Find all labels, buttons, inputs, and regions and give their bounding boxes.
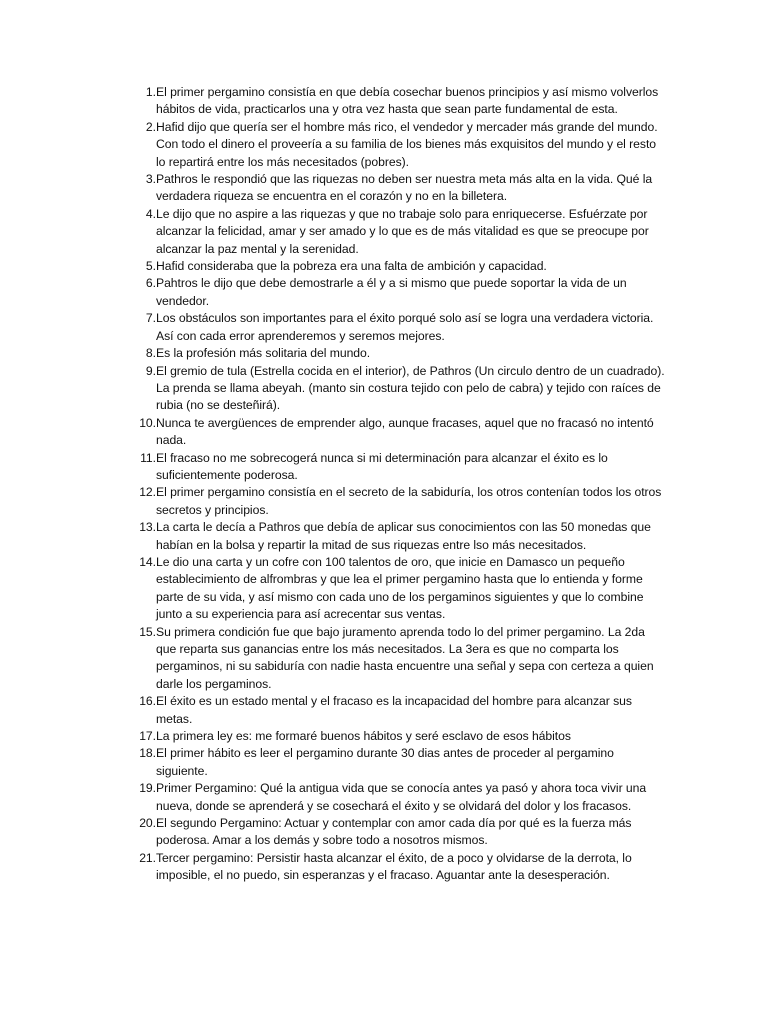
item-number: 7.: [145, 311, 156, 326]
item-number: 15.: [139, 624, 156, 639]
item-number: 3.: [145, 172, 156, 187]
item-text: Le dio una carta y un cofre con 100 talentos de oro, que inicie en Damasco un pequeño establecimiento de alfrombras y que lea el primer pergamino hasta que lo entienda y forme parte de su vida, y así mismo con cada uno de los pergaminos siguientes y que lo combine junto a su experiencia para así acrecentar sus ventas.: [156, 554, 644, 622]
item-number: 2.: [145, 119, 156, 134]
item-number: 16.: [139, 694, 156, 709]
list-item: [120, 519, 665, 554]
list-item: [120, 258, 665, 275]
item-text: El primer hábito es leer el pergamino durante 30 dias antes de proceder al pergamino siguiente.: [156, 746, 614, 778]
list-item: [120, 345, 665, 362]
item-text: El gremio de tula (Estrella cocida en el interior), de Pathros (Un circulo dentro de un cuadrado). La prenda se llama abeyah. (manto sin costura tejido con pelo de cabra) y tejido con raíces de rubia (no se desteñirá).: [156, 363, 665, 413]
item-number: 21.: [139, 850, 156, 865]
item-text: La primera ley es: me formaré buenos hábitos y seré esclavo de esos hábitos: [156, 729, 571, 744]
item-number: 12.: [139, 485, 156, 500]
item-number: 11.: [140, 450, 156, 465]
list-item: [120, 728, 665, 745]
numbered-list: [120, 84, 665, 885]
item-number: 8.: [145, 346, 156, 361]
item-number: 14.: [139, 554, 156, 569]
item-text: El éxito es un estado mental y el fracaso es la incapacidad del hombre para alcanzar sus metas.: [156, 694, 632, 726]
item-number: 1.: [145, 85, 156, 99]
list-item: [120, 206, 665, 258]
item-text: Hafid dijo que quería ser el hombre más rico, el vendedor y mercader más grande del mundo. Con todo el dinero el proveería a su familia de los bienes más exquisitos del mundo y el resto lo repartirá entre los más necesitados (pobres).: [156, 119, 658, 169]
item-text: El primer pergamino consistía en el secreto de la sabiduría, los otros contenían todos los otros secretos y principios.: [156, 485, 662, 517]
item-text: Es la profesión más solitaria del mundo.: [156, 346, 371, 361]
list-item: [120, 171, 665, 206]
list-item: [120, 693, 665, 728]
item-number: 17.: [139, 729, 156, 744]
item-text: Primer Pergamino: Qué la antigua vida que se conocía antes ya pasó y ahora toca vivir una nueva, donde se aprenderá y se cosechará el éxito y se olvidará del dolor y los fracasos.: [156, 781, 647, 813]
item-number: 19.: [139, 781, 156, 796]
item-number: 13.: [139, 520, 156, 535]
item-number: 18.: [139, 746, 156, 761]
list-item: [120, 624, 665, 694]
list-item: [120, 554, 665, 624]
item-text: Nunca te avergüences de emprender algo, aunque fracases, aquel que no fracasó no intentó nada.: [156, 415, 654, 448]
item-number: 5.: [145, 259, 156, 274]
list-item: [120, 363, 665, 415]
list-item: [120, 745, 665, 780]
item-text: La carta le decía a Pathros que debía de aplicar sus conocimientos con las 50 monedas que habían en la bolsa y repartir la mitad de sus riquezas entre lso más necesitados.: [156, 520, 651, 552]
item-text: Tercer pergamino: Persistir hasta alcanzar el éxito, de a poco y olvidarse de la derrota, lo imposible, el no puedo, sin esperanzas y el fracaso. Aguantar ante la desesperación.: [156, 850, 632, 883]
item-number: 10.: [139, 415, 156, 430]
item-number: 6.: [145, 276, 156, 291]
list-item: [120, 310, 665, 345]
item-number: 9.: [145, 363, 156, 378]
list-item: [120, 119, 665, 171]
list-item: [120, 415, 665, 450]
item-text: Hafid consideraba que la pobreza era una falta de ambición y capacidad.: [156, 259, 547, 274]
list-item: [120, 850, 665, 885]
item-text: Los obstáculos son importantes para el éxito porqué solo así se logra una verdadera victoria. Así con cada error aprenderemos y seremos mejores.: [156, 311, 654, 343]
item-number: 20.: [139, 816, 156, 831]
item-text: El primer pergamino consistía en que debía cosechar buenos principios y así mismo volverlos hábitos de vida, practicarlos una y otra vez hasta que sean parte fundamental de esta.: [156, 85, 659, 117]
item-text: Pathros le respondió que las riquezas no deben ser nuestra meta más alta en la vida. Qué la verdadera riqueza se encuentra en el corazón y no en la billetera.: [156, 172, 653, 204]
item-text: Le dijo que no aspire a las riquezas y que no trabaje solo para enriquecerse. Esfuérzate por alcanzar la felicidad, amar y ser amado y lo que es de más vitalidad es que se preocupe por alcanzar la paz mental y la serenidad.: [156, 206, 649, 256]
list-item: [120, 815, 665, 850]
item-text: Pahtros le dijo que debe demostrarle a él y a si mismo que puede soportar la vida de un vendedor.: [156, 276, 627, 308]
list-item: [120, 484, 665, 519]
list-item: [120, 450, 665, 485]
list-item: [120, 780, 665, 815]
item-text: El segundo Pergamino: Actuar y contemplar con amor cada día por qué es la fuerza más poderosa. Amar a los demás y sobre todo a nosotros mismos.: [156, 816, 632, 848]
item-text: Su primera condición fue que bajo juramento aprenda todo lo del primer pergamino. La 2da que reparta sus ganancias entre los más necesitados. La 3era es que no comparta los pergaminos, ni su sabiduría con nadie hasta encuentre una señal y sepa con certeza a quien darle los pergaminos.: [156, 624, 654, 691]
item-number: 4.: [145, 206, 156, 221]
list-item: [120, 84, 665, 119]
item-text: El fracaso no me sobrecogerá nunca si mi determinación para alcanzar el éxito es lo suficientemente poderosa.: [156, 450, 608, 482]
list-item: [120, 275, 665, 310]
